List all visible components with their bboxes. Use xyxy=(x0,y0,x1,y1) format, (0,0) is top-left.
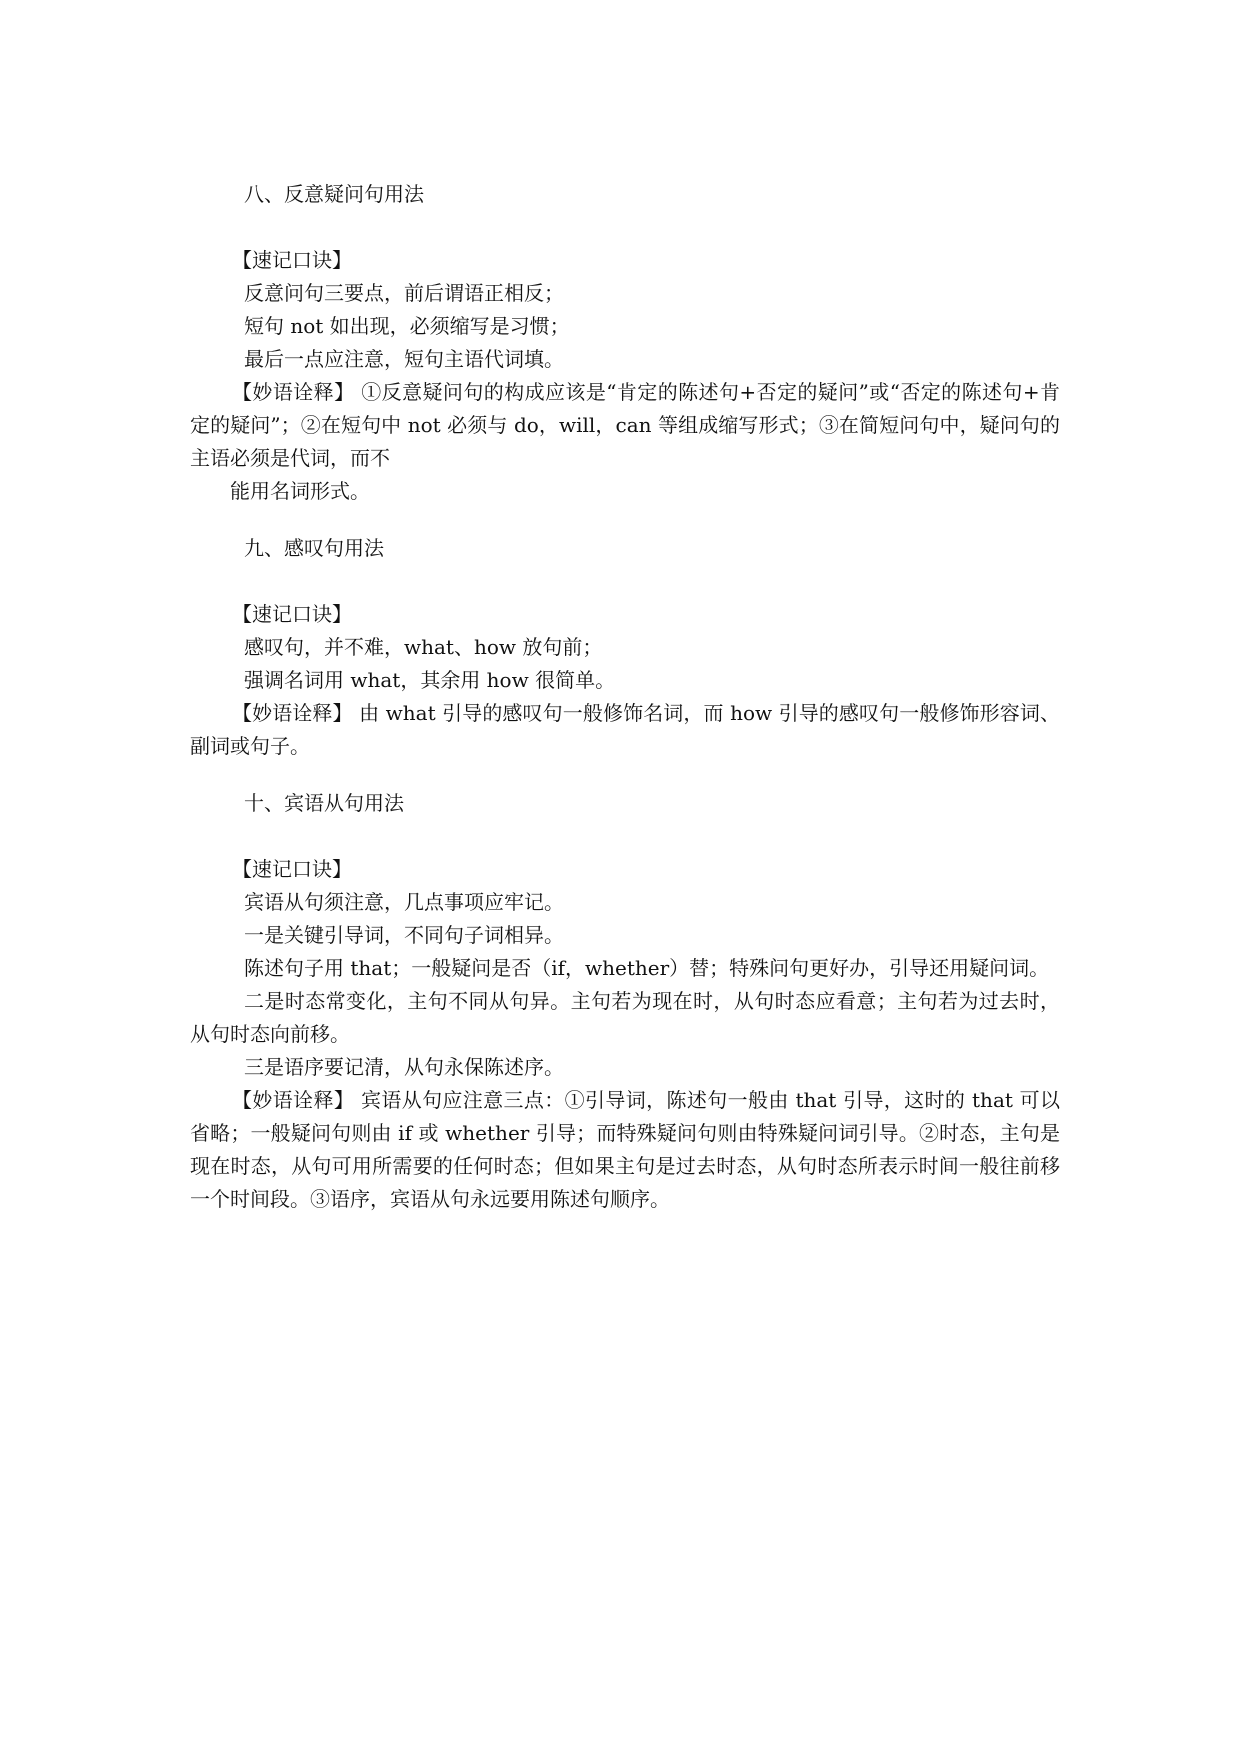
explanation-tail: 能用名词形式。 xyxy=(230,479,370,503)
mnemonic-label: 【速记口诀】 xyxy=(232,602,352,626)
section-heading-8: 八、反意疑问句用法 xyxy=(244,182,424,206)
mnemonic-line: 三是语序要记清，从句永保陈述序。 xyxy=(244,1055,564,1079)
mnemonic-line: 强调名词用 what，其余用 how 很简单。 xyxy=(244,668,616,692)
spacer xyxy=(190,211,1060,244)
mnemonic-line: 感叹句，并不难，what、how 放句前； xyxy=(244,635,603,659)
explanation-paragraph: 【妙语诠释】 宾语从句应注意三点：①引导词，陈述句一般由 that 引导，这时的 that 可以省略；一般疑问句则由 if 或 whether 引导；而特殊疑问句则由特殊疑问词引导。②时态，主句是现在时态，从句可用所需要的任何时态；但如果主句是过去时态，从句时态所表示时间一般往前移一个时间段。③语序，宾语从句永远要用陈述句顺序。 xyxy=(190,1088,1060,1211)
explanation-paragraph: 【妙语诠释】 由 what 引导的感叹句一般修饰名词，而 how 引导的感叹句一般修饰形容词、副词或句子。 xyxy=(190,701,1060,758)
spacer xyxy=(190,508,1060,532)
mnemonic-line: 最后一点应注意，短句主语代词填。 xyxy=(244,347,564,371)
mnemonic-line: 短句 not 如出现，必须缩写是习惯； xyxy=(244,314,570,338)
spacer xyxy=(190,820,1060,853)
mnemonic-line: 宾语从句须注意，几点事项应牢记。 xyxy=(244,890,564,914)
section-heading-10: 十、宾语从句用法 xyxy=(244,791,404,815)
explanation-paragraph: 【妙语诠释】 ①反意疑问句的构成应该是“肯定的陈述句+否定的疑问”或“否定的陈述句+肯定的疑问”；②在短句中 not 必须与 do，will，can 等组成缩写形式；③在简短问句中，疑问句的主语必须是代词，而不 xyxy=(190,380,1060,470)
mnemonic-label: 【速记口诀】 xyxy=(232,248,352,272)
mnemonic-label: 【速记口诀】 xyxy=(232,857,352,881)
document-body xyxy=(190,178,1060,1216)
mnemonic-paragraph: 陈述句子用 that；一般疑问是否（if，whether）替；特殊问句更好办，引导还用疑问词。 xyxy=(244,956,1050,980)
spacer xyxy=(190,763,1060,787)
spacer xyxy=(190,565,1060,598)
mnemonic-line: 一是关键引导词，不同句子词相异。 xyxy=(244,923,564,947)
mnemonic-paragraph: 二是时态常变化，主句不同从句异。主句若为现在时，从句时态应看意；主句若为过去时，从句时态向前移。 xyxy=(190,989,1060,1046)
section-heading-9: 九、感叹句用法 xyxy=(244,536,384,560)
mnemonic-line: 反意问句三要点，前后谓语正相反； xyxy=(244,281,564,305)
